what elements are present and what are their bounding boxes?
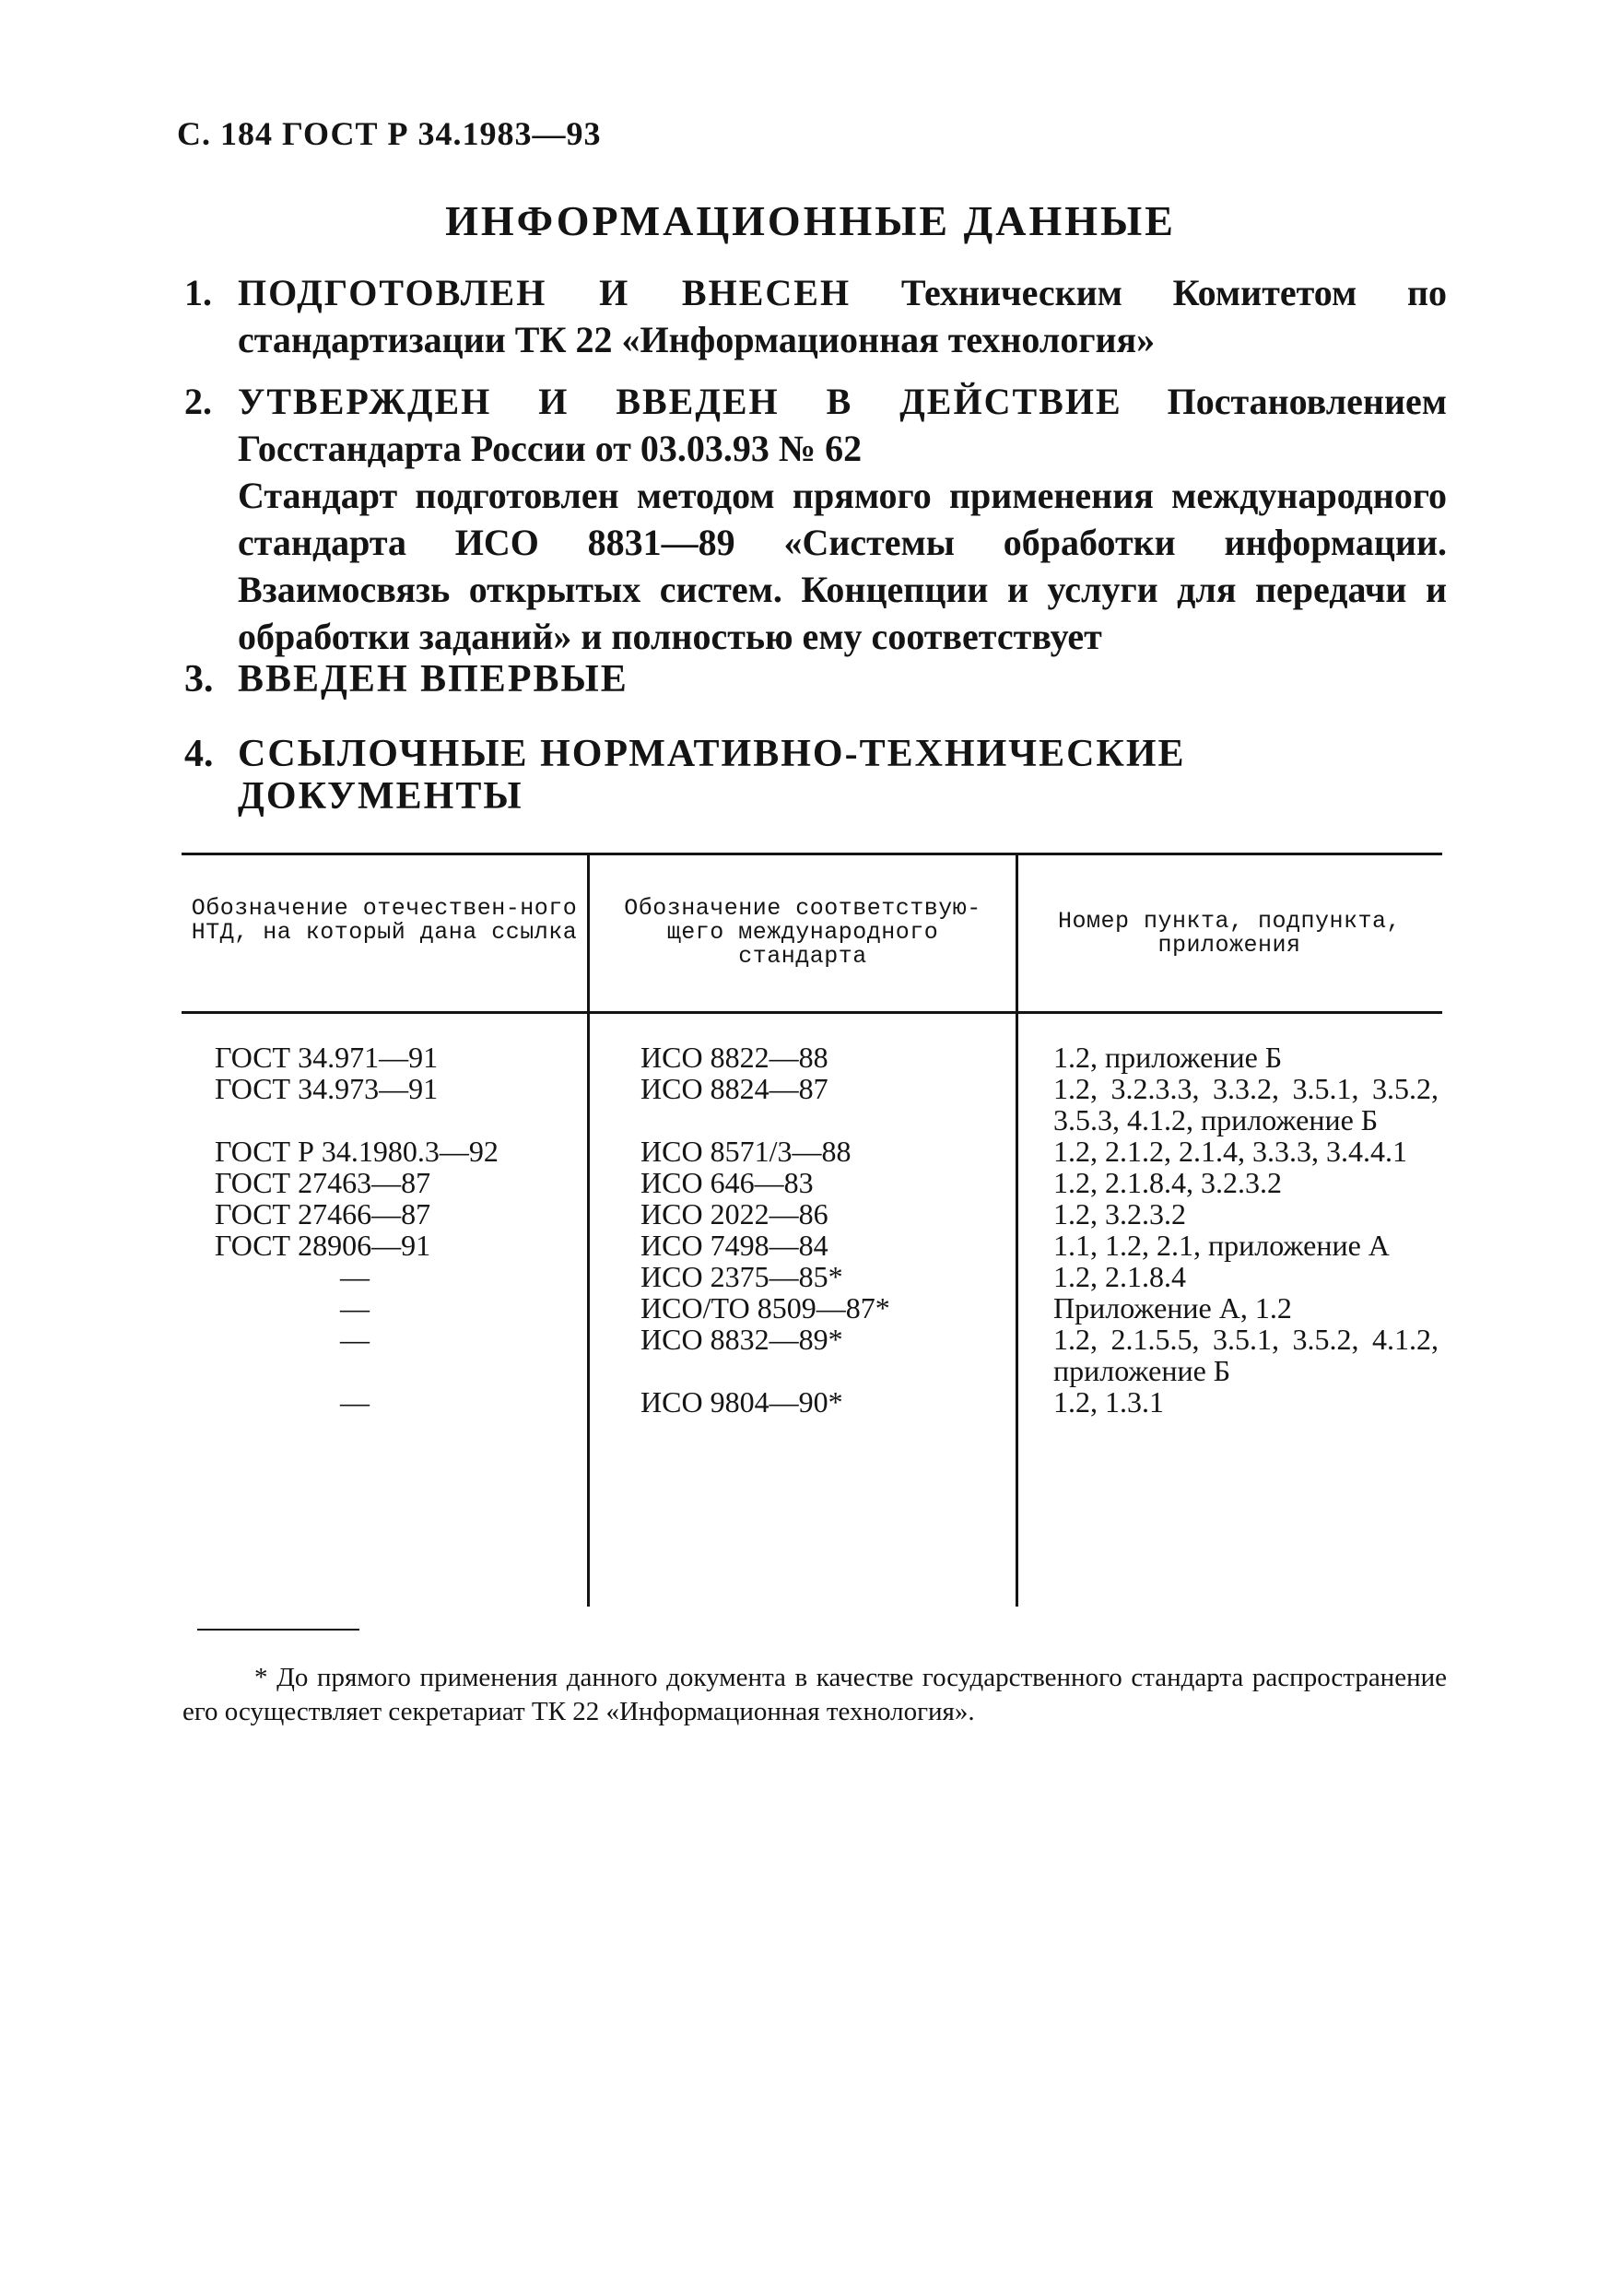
cell-ntd: — (340, 1291, 370, 1325)
cell-ntd: — (340, 1323, 370, 1356)
cell-clause: 1.2, приложение Б (1053, 1041, 1283, 1074)
cell-ntd: — (340, 1385, 370, 1419)
footnote-rule (197, 1629, 359, 1631)
cell-ntd: ГОСТ 27466—87 (215, 1197, 431, 1230)
cell-clause: 1.2, 2.1.8.4, 3.2.3.2 (1053, 1166, 1282, 1199)
section-1 (184, 269, 1447, 363)
cell-iso: ИСО 2022—86 (640, 1197, 828, 1230)
cell-clause: 1.2, 2.1.2, 2.1.4, 3.3.3, 3.4.4.1 (1053, 1135, 1407, 1168)
section-heading: УТВЕРЖДЕН И ВВЕДЕН В ДЕЙСТВИЕ (238, 381, 1122, 422)
cell-iso: ИСО 9804—90* (640, 1385, 843, 1419)
section-heading: ССЫЛОЧНЫЕ НОРМАТИВНО-ТЕХНИЧЕСКИЕ ДОКУМЕНТЫ (238, 733, 1186, 818)
page-title: ИНФОРМАЦИОННЫЕ ДАННЫЕ (445, 197, 1176, 244)
table-row (182, 1261, 1442, 1292)
cell-clause: 1.2, 3.2.3.2 (1053, 1197, 1186, 1230)
cell-ntd: ГОСТ 34.971—91 (215, 1041, 439, 1074)
section-number: 3. (184, 658, 214, 701)
section-3 (184, 656, 1447, 703)
table-header-rule (182, 1011, 1442, 1014)
cell-clause: Приложение А, 1.2 (1053, 1291, 1292, 1325)
cell-ntd: — (340, 1260, 370, 1293)
column-header-clause: Номер пункта, подпункта, приложения (1057, 908, 1402, 959)
table-row (182, 1167, 1442, 1198)
cell-iso: ИСО 2375—85* (640, 1260, 843, 1293)
table-top-rule (182, 853, 1442, 855)
cell-clause: 1.2, 3.2.3.3, 3.3.2, 3.5.1, 3.5.2, 3.5.3, 4.1.2, приложение Б (1053, 1072, 1439, 1136)
section-heading: ПОДГОТОВЛЕН И ВНЕСЕН (238, 272, 852, 313)
footnote: * До прямого применения данного документа в качестве государственного стандарта распространение его осуществляет секретариат ТК 22 «Информационная технология». (182, 1663, 1447, 1726)
cell-iso: ИСО 8824—87 (640, 1072, 828, 1105)
section-number: 4. (184, 733, 214, 775)
cell-ntd: ГОСТ 27463—87 (215, 1166, 431, 1199)
table-row (182, 1324, 1442, 1386)
cell-iso: ИСО 8571/3—88 (640, 1135, 852, 1168)
cell-iso: ИСО 8822—88 (640, 1041, 828, 1074)
cell-ntd: ГОСТ 28906—91 (215, 1229, 431, 1262)
table-row (182, 1042, 1442, 1073)
cell-clause: 1.2, 2.1.8.4 (1053, 1260, 1186, 1293)
section-2 (184, 378, 1447, 660)
table-row (182, 1386, 1442, 1418)
cell-clause: 1.2, 1.3.1 (1053, 1385, 1164, 1419)
table-row (182, 1136, 1442, 1167)
table-row (182, 1230, 1442, 1261)
table-row (182, 1198, 1442, 1230)
page-header: С. 184 ГОСТ Р 34.1983—93 (177, 115, 602, 152)
cell-clause: 1.1, 1.2, 2.1, приложение А (1053, 1229, 1390, 1262)
reference-table (182, 853, 1442, 1607)
section-heading: ВВЕДЕН ВПЕРВЫЕ (238, 658, 628, 701)
section-text: Постановлением Госстандарта России от 03.03.93 № 62 (238, 381, 1448, 469)
column-header-ntd: Обозначение отечествен-ного НТД, на который дана ссылка (191, 895, 578, 946)
section-number: 1. (184, 272, 212, 313)
cell-iso: ИСО/ТО 8509—87* (640, 1291, 890, 1325)
cell-ntd: ГОСТ 34.973—91 (215, 1072, 439, 1105)
column-header-iso: Обозначение соответствую-щего международного стандарта (624, 895, 981, 970)
cell-ntd: ГОСТ Р 34.1980.3—92 (215, 1135, 499, 1168)
section-text: Техническим Комитетом по стандартизации ТК 22 «Информационная технология» (238, 272, 1448, 360)
section-note: Стандарт подготовлен методом прямого применения международного стандарта ИСО 8831—89 «Системы обработки информации. Взаимосвязь открытых систем. Концепции и услуги для передачи и обработки заданий» и полностью ему соответствует (238, 475, 1447, 657)
cell-iso: ИСО 7498—84 (640, 1229, 828, 1262)
table-row (182, 1073, 1442, 1136)
cell-iso: ИСО 646—83 (640, 1166, 814, 1199)
cell-iso: ИСО 8832—89* (640, 1323, 843, 1356)
table-row (182, 1292, 1442, 1324)
cell-clause: 1.2, 2.1.5.5, 3.5.1, 3.5.2, 4.1.2, приложение Б (1053, 1323, 1439, 1387)
section-number: 2. (184, 381, 212, 422)
section-4 (184, 733, 1447, 818)
